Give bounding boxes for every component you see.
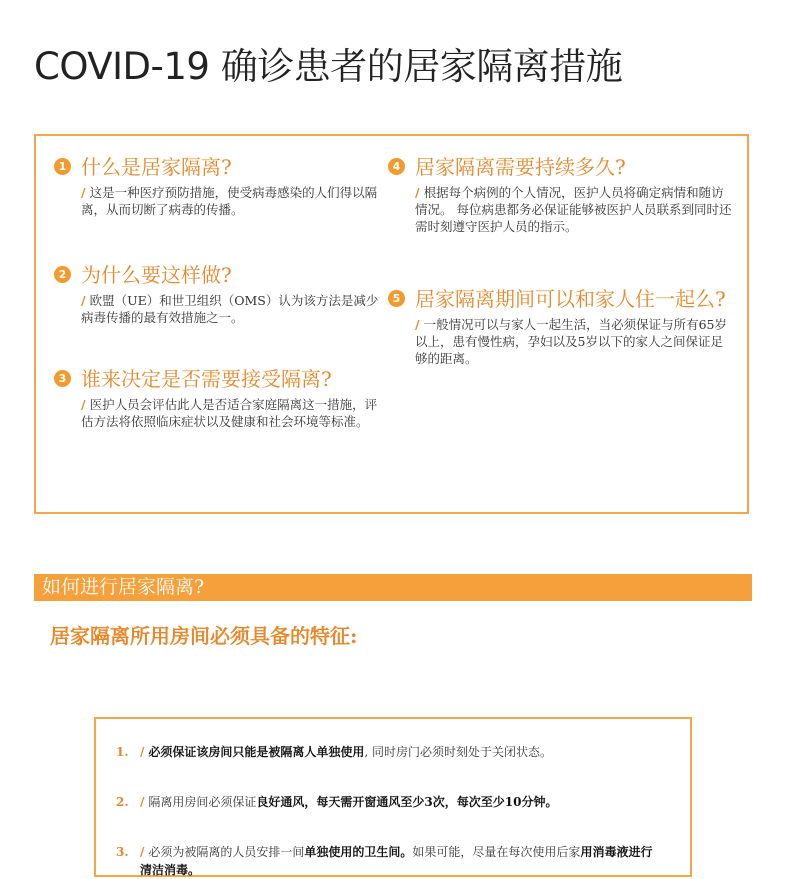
number-5-icon: 5: [388, 290, 405, 307]
faq-item-4: [388, 152, 733, 235]
faq-item-3: [54, 364, 384, 430]
answer-3: [81, 396, 384, 430]
faq-box: [34, 134, 749, 514]
requirement-1-number: 1.: [116, 745, 129, 759]
question-2: 为什么要这样做?: [81, 263, 232, 287]
slash-mark: /: [415, 317, 420, 332]
requirement-3-number: 3.: [116, 845, 129, 859]
requirement-2-number: 2.: [116, 795, 129, 809]
question-5: 居家隔离期间可以和家人住一起么?: [415, 287, 726, 311]
slash-mark: /: [81, 397, 86, 412]
requirement-1: [116, 743, 664, 761]
faq-item-1: [54, 152, 384, 218]
slash-mark: /: [140, 845, 145, 859]
number-2-icon: 2: [54, 266, 71, 283]
slash-mark: /: [415, 185, 420, 200]
answer-5: [415, 316, 733, 367]
requirement-3-bold: 单独使用的卫生间。: [304, 845, 413, 859]
answer-1-text: 这是一种医疗预防措施，使受病毒感染的人们得以隔离，从而切断了病毒的传播。: [81, 185, 378, 217]
requirement-1-text: , 同时房门必须时刻处于关闭状态。: [364, 745, 553, 759]
requirement-2-bold: 良好通风，每天需开窗通风至少3次，每次至少10分钟。: [256, 795, 558, 809]
section-subtitle: 居家隔离所用房间必须具备的特征:: [50, 624, 358, 648]
faq-item-5: [388, 284, 733, 367]
number-3-icon: 3: [54, 370, 71, 387]
answer-2-text: 欧盟（UE）和世卫组织（OMS）认为该方法是减少病毒传播的最有效措施之一。: [81, 293, 379, 325]
question-4: 居家隔离需要持续多久?: [415, 155, 626, 179]
answer-5-text: 一般情况可以与家人一起生活，当必须保证与所有65岁以上，患有慢性病，孕妇以及5岁以下的家人之间保证足够的距离。: [415, 317, 727, 366]
requirement-2: [116, 793, 664, 811]
requirement-2-text: 隔离用房间必须保证: [148, 795, 257, 809]
slash-mark: /: [81, 293, 86, 308]
answer-2: [81, 292, 384, 326]
answer-4-text: 根据每个病例的个人情况，医护人员将确定病情和随访情况。 每位病患都务必保证能够被医护人员联系到同时还需时刻遵守医护人员的指示。: [415, 185, 732, 234]
requirement-3: [116, 843, 664, 879]
page-title: COVID-19 确诊患者的居家隔离措施: [34, 45, 623, 88]
requirement-3-bold-2: 用消毒液进行清洁消毒。: [140, 845, 653, 877]
slash-mark: /: [81, 185, 86, 200]
section-header-bar: 如何进行居家隔离?: [34, 574, 752, 601]
slash-mark: /: [140, 745, 145, 759]
answer-4: [415, 184, 733, 235]
answer-1: [81, 184, 384, 218]
question-3: 谁来决定是否需要接受隔离?: [81, 367, 332, 391]
question-1: 什么是居家隔离?: [81, 155, 232, 179]
number-4-icon: 4: [388, 158, 405, 175]
answer-3-text: 医护人员会评估此人是否适合家庭隔离这一措施，评估方法将依照临床症状以及健康和社会环境等标准。: [81, 397, 378, 429]
requirement-1-bold: 必须保证该房间只能是被隔离人单独使用: [148, 745, 365, 759]
requirement-3-text: 必须为被隔离的人员安排一间: [148, 845, 305, 859]
faq-item-2: [54, 260, 384, 326]
requirement-3-text-2: 如果可能，尽量在每次使用后家: [412, 845, 581, 859]
requirements-box: [94, 717, 692, 877]
slash-mark: /: [140, 795, 145, 809]
number-1-icon: 1: [54, 158, 71, 175]
